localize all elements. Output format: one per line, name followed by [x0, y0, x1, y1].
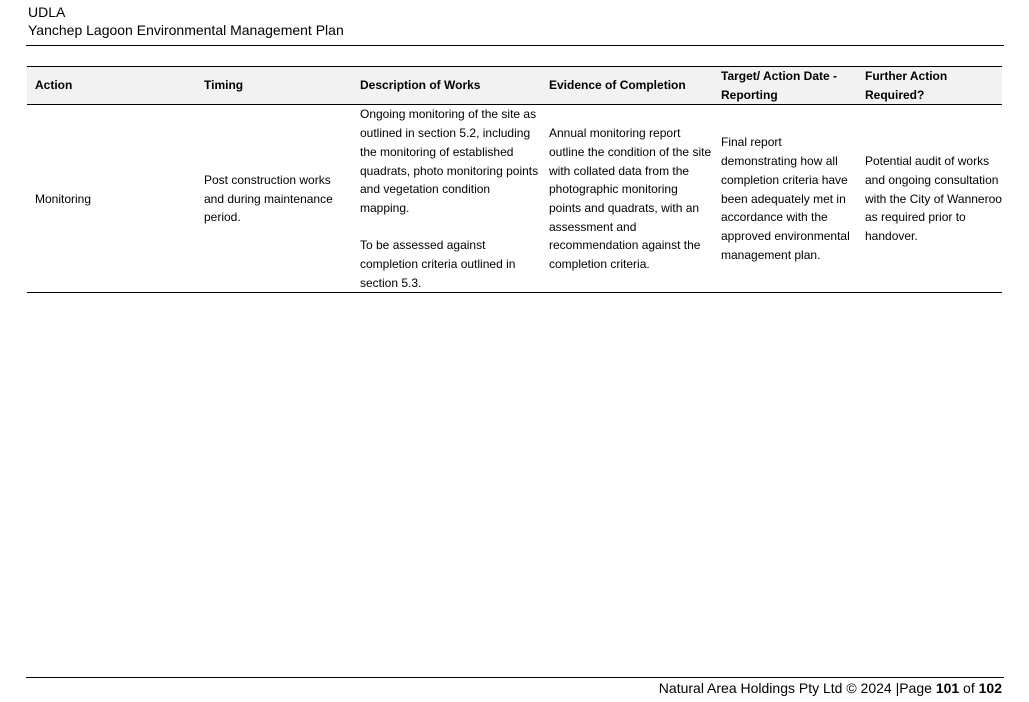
header-divider — [26, 45, 1004, 46]
page-total: 102 — [978, 680, 1002, 696]
cell-description — [352, 105, 541, 293]
cell-further-action: Potential audit of works and ongoing consultation with the City of Wanneroo as required prior to handover. — [857, 105, 1002, 293]
column-header: Target/ Action Date - Reporting — [713, 67, 857, 105]
cell-timing: Post construction works and during maintenance period. — [196, 105, 352, 293]
description-paragraph: To be assessed against completion criteria outlined in section 5.3. — [360, 238, 516, 290]
page-footer — [659, 678, 1002, 698]
column-header: Description of Works — [352, 67, 541, 105]
cell-target: Final report demonstrating how all completion criteria have been adequately met in accordance with the approved environmental management plan. — [713, 105, 857, 293]
page-number: 101 — [935, 680, 960, 696]
column-header: Further Action Required? — [857, 67, 1002, 105]
cell-action: Monitoring — [27, 105, 196, 293]
column-header: Timing — [196, 67, 352, 105]
table-header-row — [27, 67, 1002, 105]
header-doc-title: Yanchep Lagoon Environmental Management Plan — [28, 22, 344, 38]
cell-evidence: Annual monitoring report outline the condition of the site with collated data from the photographic monitoring points and quadrats, with an assessment and recommendation against the completion criteria. — [541, 105, 713, 293]
footer-copyright: Natural Area Holdings Pty Ltd © 2024 |Page — [658, 680, 936, 696]
footer-of: of — [959, 680, 979, 696]
description-paragraph: Ongoing monitoring of the site as outlined in section 5.2, including the monitoring of established quadrats, photo monitoring points and vegetation condition mapping. — [360, 107, 539, 215]
column-header: Evidence of Completion — [541, 67, 713, 105]
page-header — [28, 3, 1004, 39]
header-org: UDLA — [28, 4, 66, 20]
table-row — [27, 105, 1002, 293]
column-header: Action — [27, 67, 196, 105]
action-table — [27, 66, 1002, 293]
